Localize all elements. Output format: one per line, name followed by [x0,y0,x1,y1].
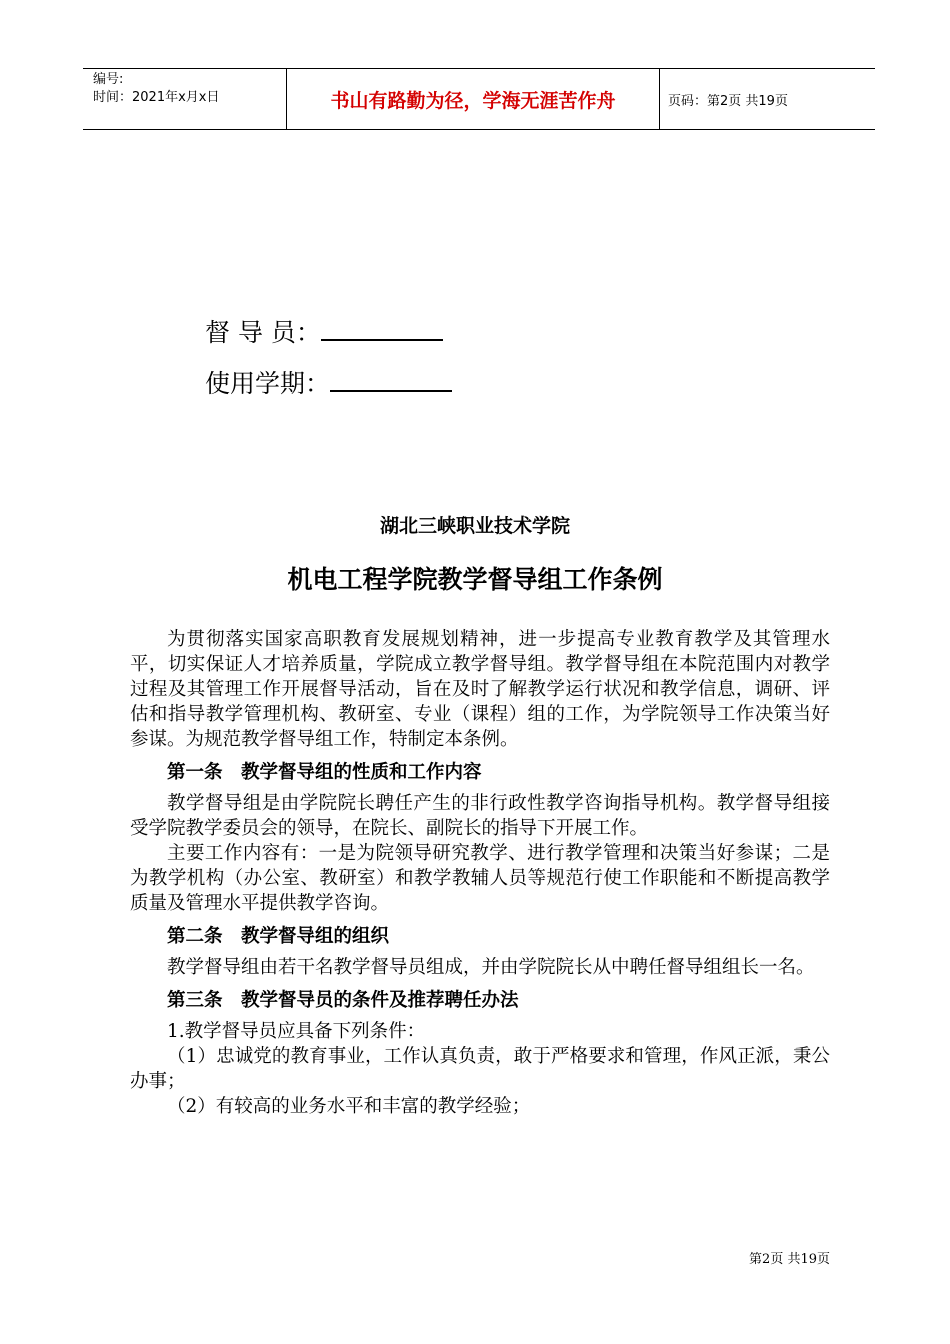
time-label: 时间：2021年x月x日 [93,90,220,105]
document-body [130,627,830,1119]
article-1-paragraph-2: 主要工作内容有：一是为院领导研究教学、进行教学管理和决策当好参谋；二是为教学机构（办公室、教研室）和教学教辅人员等规范行使工作职能和不断提高教学质量及管理水平提供教学咨询。 [130,843,830,914]
supervisor-blank [321,317,443,341]
article-3-heading: 第三条 教学督导员的条件及推荐聘任办法 [167,990,519,1011]
header-page-info: 页码：第2页 共19页 [668,93,788,109]
article-2-paragraph-1: 教学督导组由若干名教学督导员组成，并由学院院长从中聘任督导组组长一名。 [167,957,815,978]
header-meta [83,69,286,129]
number-label: 编号: [93,72,124,87]
article-1-heading: 第一条 教学督导组的性质和工作内容 [167,762,482,783]
header-motto: 书山有路勤为径，学海无涯苦作舟 [286,69,660,129]
supervisor-line [205,313,443,349]
regulation-title: 机电工程学院教学督导组工作条例 [287,565,663,594]
page-header [83,68,875,130]
supervisor-label: 督 导 员： [205,318,321,347]
page-footer: 第2页 共19页 [749,1252,830,1267]
article-3-paragraph-2: （1）忠诚党的教育事业，工作认真负责，敢于严格要求和管理，作风正派，秉公办事； [130,1046,830,1092]
semester-blank [330,368,452,392]
article-1-paragraph-1: 教学督导组是由学院院长聘任产生的非行政性教学咨询指导机构。教学督导组接受学院教学委员会的领导，在院长、副院长的指导下开展工作。 [130,793,830,839]
school-title: 湖北三峡职业技术学院 [379,515,570,537]
intro-paragraph: 为贯彻落实国家高职教育发展规划精神，进一步提高专业教育教学及其管理水平，切实保证人才培养质量，学院成立教学督导组。教学督导组在本院范围内对教学过程及其管理工作开展督导活动，旨在及时了解教学运行状况和教学信息，调研、评估和指导教学管理机构、教研室、专业（课程）组的工作，为学院领导工作决策当好参谋。为规范教学督导组工作，特制定本条例。 [130,629,830,750]
semester-label: 使用学期： [205,369,331,398]
article-3-paragraph-1: 1.教学督导员应具备下列条件： [167,1021,426,1042]
semester-line [205,364,452,400]
article-2-heading: 第二条 教学督导组的组织 [167,926,390,947]
article-3-paragraph-3: （2）有较高的业务水平和丰富的教学经验； [167,1096,531,1117]
